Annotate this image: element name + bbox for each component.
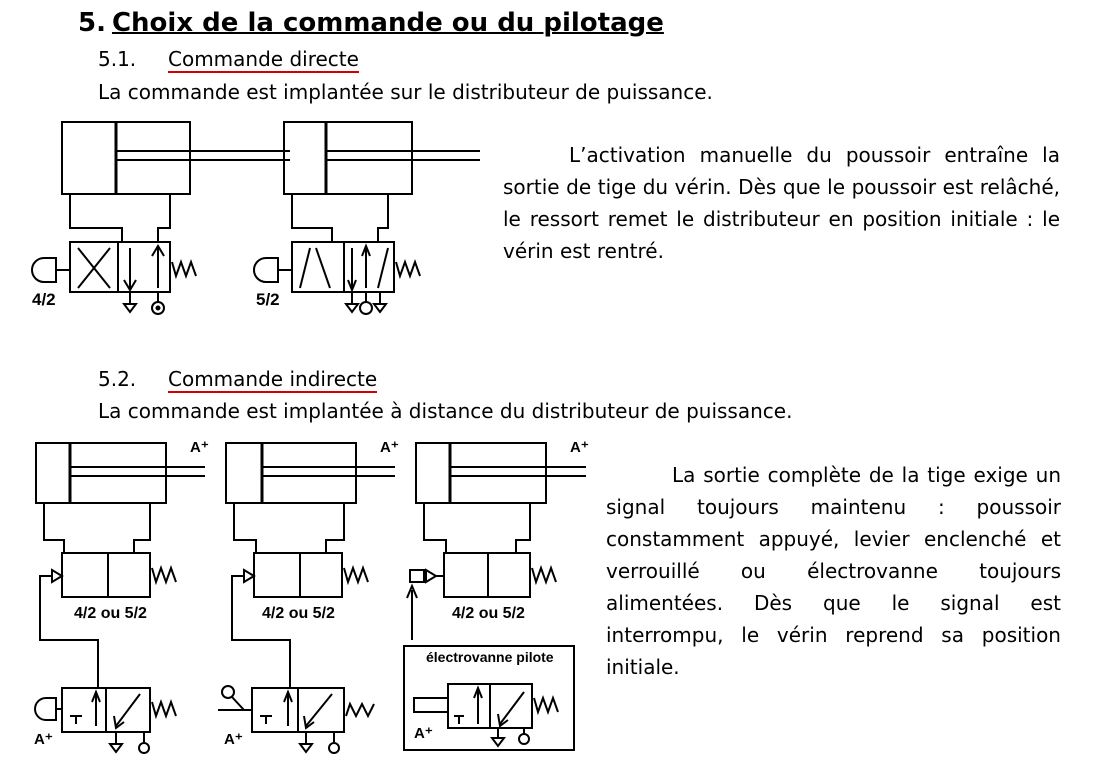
- lever-icon: [222, 686, 234, 698]
- subsection-2-number: 5.2.: [98, 367, 137, 391]
- section-title: Choix de la commande ou du pilotage: [111, 8, 664, 38]
- indirect-b-actuator-label: A⁺: [380, 439, 399, 456]
- indirect-a-actuator-label: A⁺: [190, 439, 209, 456]
- subsection-1-intro: La commande est implantée sur le distributeur de puissance.: [98, 80, 713, 104]
- spring-icon: [172, 262, 196, 276]
- cylinder-body: [62, 122, 190, 194]
- indirect-b-pilot-label: A⁺: [224, 731, 243, 748]
- indirect-c-actuator-label: A⁺: [570, 439, 589, 456]
- solenoid-icon: [410, 570, 424, 582]
- indirect-lever-diagram: [218, 443, 395, 753]
- exhaust-icon: [124, 304, 136, 312]
- section-number: 5.: [78, 8, 106, 38]
- indirect-a-valve-label: 4/2 ou 5/2: [74, 605, 147, 622]
- pushbutton-icon: [32, 258, 56, 282]
- direct-4-2-label: 4/2: [32, 290, 56, 309]
- indirect-solenoid-diagram: [404, 443, 586, 750]
- subsection-1-title: Commande directe: [168, 47, 359, 71]
- subsection-2-title: Commande indirecte: [168, 367, 378, 391]
- indirect-pushbutton-diagram: [35, 443, 205, 753]
- subsection-2-intro: La commande est implantée à distance du distributeur de puissance.: [98, 399, 793, 423]
- subsection-1-paragraph: L’activation manuelle du poussoir entraîne la sortie de tige du vérin. Dès que le poussoir est relâché, le ressort remet le distributeur en position initiale : le vérin est rentré.: [503, 143, 1060, 263]
- indirect-c-valve-label: 4/2 ou 5/2: [452, 605, 525, 622]
- indirect-b-valve-label: 4/2 ou 5/2: [262, 605, 335, 622]
- indirect-c-pilot-label: A⁺: [414, 725, 433, 742]
- subsection-1-number: 5.1.: [98, 47, 137, 71]
- direct-4-2-diagram: [32, 122, 290, 314]
- direct-5-2-label: 5/2: [256, 290, 280, 309]
- subsection-2-paragraph: La sortie complète de la tige exige un signal toujours maintenu : poussoir constamment appuyé, levier enclenché et verrouillé ou électrovanne toujours alimentées. Dès que le signal est interrompu, le vérin reprend sa position initiale.: [606, 463, 1061, 679]
- pilot-solenoid-label: électrovanne pilote: [426, 649, 554, 665]
- indirect-a-pilot-label: A⁺: [34, 731, 53, 748]
